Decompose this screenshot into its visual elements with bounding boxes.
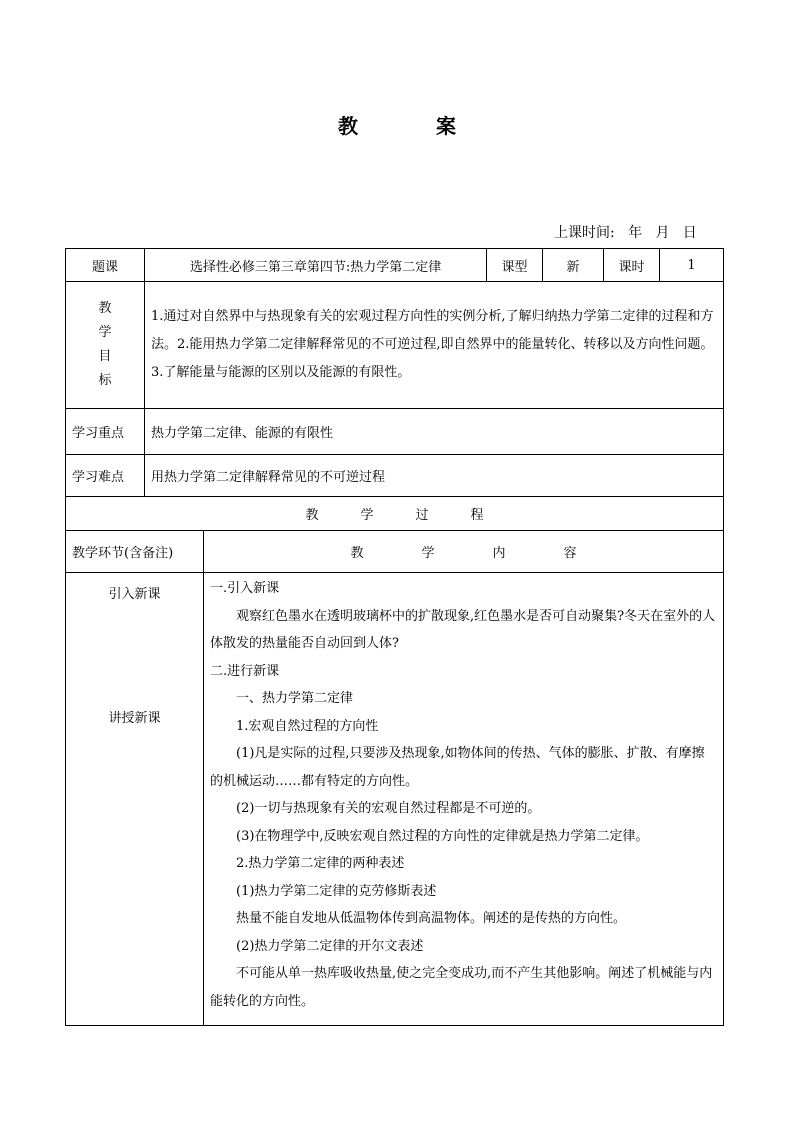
year-label: 年	[628, 225, 643, 241]
content-line: 热量不能自发地从低温物体传到高温物体。阐述的是传热的方向性。	[236, 911, 627, 926]
process-char: 程	[470, 508, 484, 523]
title-char-1: 教	[338, 114, 358, 138]
type-value-cell: 新	[543, 249, 604, 282]
content-line: (3)在物理学中,反映宏观自然过程的方向性的定律就是热力学第二定律。	[236, 828, 649, 844]
month-label: 月	[655, 225, 670, 241]
content-header-char: 容	[563, 546, 577, 561]
section-column-header: 教学环节(含备注)	[66, 531, 204, 573]
content-line: (2)热力学第二定律的开尔文表述	[236, 938, 424, 954]
day-label: 日	[682, 225, 697, 241]
hours-label-cell: 课时	[604, 249, 660, 282]
title-char-2: 案	[436, 114, 456, 138]
difficulties-text: 用热力学第二定律解释常见的不可逆过程	[145, 455, 724, 497]
process-char: 教	[305, 508, 319, 523]
goals-label-char: 学	[98, 325, 112, 340]
sections-cell	[66, 573, 204, 1026]
topic-value-cell: 选择性必修三第三章第四节:热力学第二定律	[145, 249, 487, 282]
section-lecture: 讲授新课	[108, 711, 161, 726]
type-label-cell: 课型	[487, 249, 543, 282]
topic-label-cell: 题课	[66, 249, 145, 282]
content-line: (1)热力学第二定律的克劳修斯表述	[236, 883, 437, 899]
goals-text: 1.通过对自然界中与热现象有关的宏观过程方向性的实例分析,了解归纳热力学第二定律的过程和方法。2.能用热力学第二定律解释常见的不可逆过程,即自然界中的能量转化、转移以及方向性问题。3.了解能量与能源的区别以及能源的有限性。	[145, 282, 724, 409]
content-header-char: 内	[492, 546, 506, 561]
class-time-label: 上课时间:	[554, 225, 615, 241]
content-column-header	[204, 531, 724, 573]
content-paragraph: (1)凡是实际的过程,只要涉及热现象,如物体间的传热、气体的膨胀、扩散、有摩擦的机械运动……都有特定的方向性。	[210, 746, 705, 789]
goals-label-char: 标	[98, 373, 112, 388]
page-title	[0, 110, 794, 139]
section-intro: 引入新课	[108, 587, 161, 602]
content-line: 一、热力学第二定律	[236, 691, 354, 706]
content-paragraph: 观察红色墨水在透明玻璃杯中的扩散现象,红色墨水是否可自动聚集?冬天在室外的人体散发的热量能否自动回到人体?	[210, 608, 716, 651]
difficulties-label: 学习难点	[66, 455, 145, 497]
content-header-char: 教	[350, 546, 364, 561]
key-points-label: 学习重点	[66, 409, 145, 455]
content-line: 一.引入新课	[210, 581, 280, 596]
process-char: 过	[415, 508, 429, 523]
process-char: 学	[360, 508, 374, 523]
goals-label	[66, 282, 145, 409]
content-line: (2)一切与热现象有关的宏观自然过程都是不可逆的。	[236, 801, 541, 816]
lesson-plan-grid	[65, 248, 724, 1026]
content-cell	[204, 573, 724, 1026]
hours-value-cell: 1	[660, 249, 724, 282]
content-line: 2.热力学第二定律的两种表述	[236, 856, 405, 871]
key-points-text: 热力学第二定律、能源的有限性	[145, 409, 724, 455]
content-line: 1.宏观自然过程的方向性	[236, 718, 379, 734]
content-line: 二.进行新课	[210, 663, 280, 679]
content-header-char: 学	[421, 546, 435, 561]
process-header	[66, 497, 724, 531]
content-paragraph: 不可能从单一热库吸收热量,使之完全变成功,而不产生其他影响。阐述了机械能与内能转化的方向性。	[210, 966, 713, 1009]
goals-label-char: 教	[98, 301, 112, 316]
class-time	[554, 222, 697, 242]
goals-label-char: 目	[98, 349, 112, 364]
